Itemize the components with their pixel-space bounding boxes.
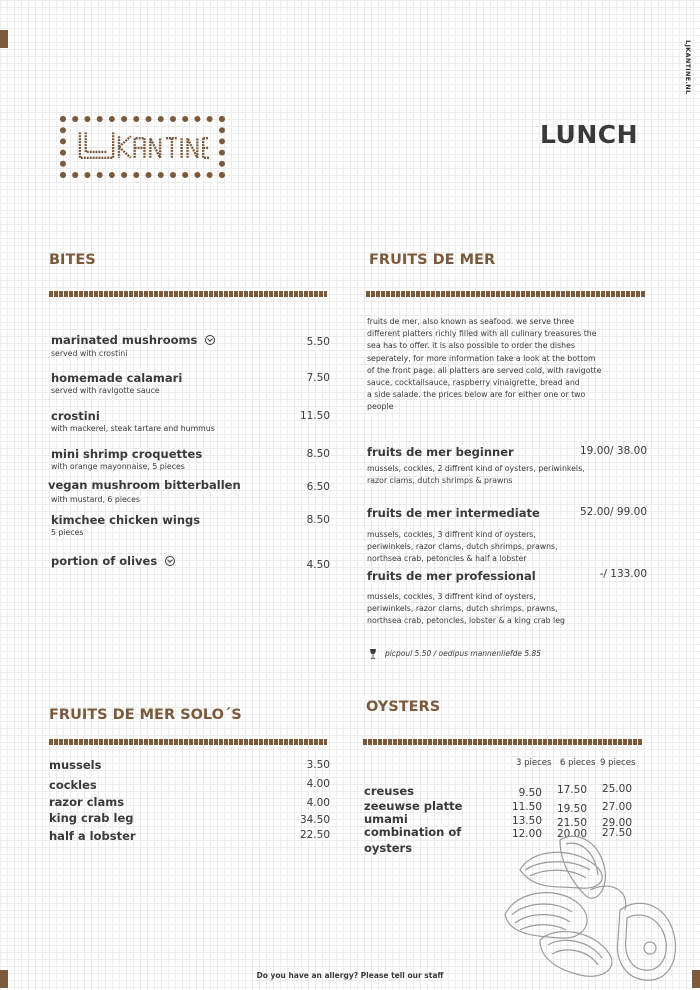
item-price: 52.00/ 99.00 [580, 506, 647, 518]
item-price: 4.50 [306, 559, 330, 571]
table-cell: 9.50 [518, 787, 542, 799]
table-cell: 11.50 [511, 801, 542, 813]
item-description: mussels, cockles, 3 diffrent kind of oysters, periwinkels, razor clams, dutch shrimps, prawns, northsea crab, petoncles & half a lobster [367, 530, 558, 564]
item-price: 11.50 [299, 410, 330, 422]
list-item: fruits de mer beginner [367, 445, 514, 459]
item-price: -/ 133.00 [599, 568, 647, 580]
list-item: razor clams [49, 795, 125, 809]
column-header: 6 pieces [560, 758, 596, 768]
item-description: mussels, cockles, 2 diffrent kind of oysters, periwinkels, razor clams, dutch shrimps & prawns [367, 464, 585, 486]
website-url: LJKANTINE.NL [684, 40, 692, 95]
table-cell: 12.00 [511, 828, 542, 840]
item-description: mussels, cockles, 3 diffrent kind of oysters, periwinkels, razor clams, dutch shrimps, prawns, northsea crab, petoncles, lobster & a king crab leg [367, 592, 565, 626]
vegetarian-icon [205, 335, 215, 345]
list-item: fruits de mer intermediate [367, 506, 540, 520]
kantine-logo [60, 116, 225, 178]
table-cell: 27.50 [601, 827, 632, 839]
oysters-divider [363, 739, 642, 745]
page-title: LUNCH [540, 120, 639, 149]
item-description: 5 pieces [51, 528, 84, 537]
list-item: homemade calamari [51, 371, 183, 385]
item-description: with mackerel, steak tartare and hummus [51, 424, 215, 433]
item-price: 34.50 [299, 814, 330, 826]
table-row: creuses [364, 784, 414, 798]
bites-heading: BITES [49, 252, 96, 268]
list-item: cockles [49, 778, 97, 792]
table-row: oysters [364, 841, 413, 855]
list-item: portion of olives [51, 554, 175, 568]
item-price: 6.50 [306, 481, 330, 493]
wine-pairing: picpoul 5.50 / oedipus mannenliefde 5.85 [369, 649, 541, 659]
list-item: fruits de mer professional [367, 569, 536, 583]
item-price: 22.50 [299, 829, 330, 841]
wine-glass-icon [369, 649, 377, 659]
item-price: 5.50 [306, 336, 330, 348]
mussel-shells-illustration [500, 830, 680, 985]
solos-divider [49, 739, 327, 745]
fruits-de-mer-divider [366, 291, 645, 297]
corner-mark [0, 30, 8, 48]
list-item: kimchee chicken wings [51, 513, 201, 527]
item-price: 4.00 [306, 778, 330, 790]
column-header: 3 pieces [516, 758, 552, 768]
list-item: vegan mushroom bitterballen [48, 478, 241, 492]
logo-mark-icon [74, 128, 211, 166]
allergy-notice: Do you have an allergy? Please tell our staff [256, 971, 444, 980]
item-price: 8.50 [306, 514, 330, 526]
table-cell: 19.50 [556, 803, 587, 815]
list-item: crostini [51, 409, 100, 423]
item-price: 19.00/ 38.00 [580, 445, 647, 457]
list-item: mussels [49, 758, 102, 772]
table-row: umami [364, 812, 408, 826]
vegetarian-icon [165, 556, 175, 566]
bites-divider [49, 291, 327, 297]
oysters-heading: OYSTERS [366, 699, 441, 715]
table-cell: 21.50 [556, 817, 587, 829]
fruits-de-mer-heading: FRUITS DE MER [369, 252, 496, 268]
item-description: served with ravigotte sauce [51, 386, 160, 395]
solos-heading: FRUITS DE MER SOLO´S [49, 707, 242, 723]
item-price: 7.50 [306, 372, 330, 384]
item-description: with mustard, 6 pieces [51, 495, 140, 504]
item-description: with orange mayonnaise, 5 pieces [51, 462, 185, 471]
item-price: 4.00 [306, 797, 330, 809]
table-cell: 17.50 [556, 784, 587, 796]
column-header: 9 pieces [600, 758, 636, 768]
table-cell: 29.00 [601, 817, 632, 829]
list-item: king crab leg [49, 811, 134, 825]
item-price: 8.50 [306, 448, 330, 460]
list-item: half a lobster [49, 829, 136, 843]
table-row: combination of [364, 825, 462, 839]
list-item: mini shrimp croquettes [51, 447, 203, 461]
item-description: served with crostini [51, 349, 128, 358]
table-cell: 25.00 [601, 783, 632, 795]
list-item: marinated mushrooms [51, 333, 215, 347]
table-cell: 27.00 [601, 801, 632, 813]
item-price: 3.50 [306, 759, 330, 771]
table-cell: 20.00 [556, 828, 587, 840]
fruits-de-mer-intro: fruits de mer, also known as seafood. we serve three different platters richly filled with all culinary treasures the sea has to offer. it is also possible to order the dishes seperately, for more information take a look at the bottom of the front page. all platters are served cold, with ravigotte sauce, cocktailsauce, raspberry vinaigrette, bread and a side salade. the prices below are for either one or two people [367, 317, 602, 412]
table-row: zeeuwse platte [364, 799, 463, 813]
table-cell: 13.50 [511, 815, 542, 827]
